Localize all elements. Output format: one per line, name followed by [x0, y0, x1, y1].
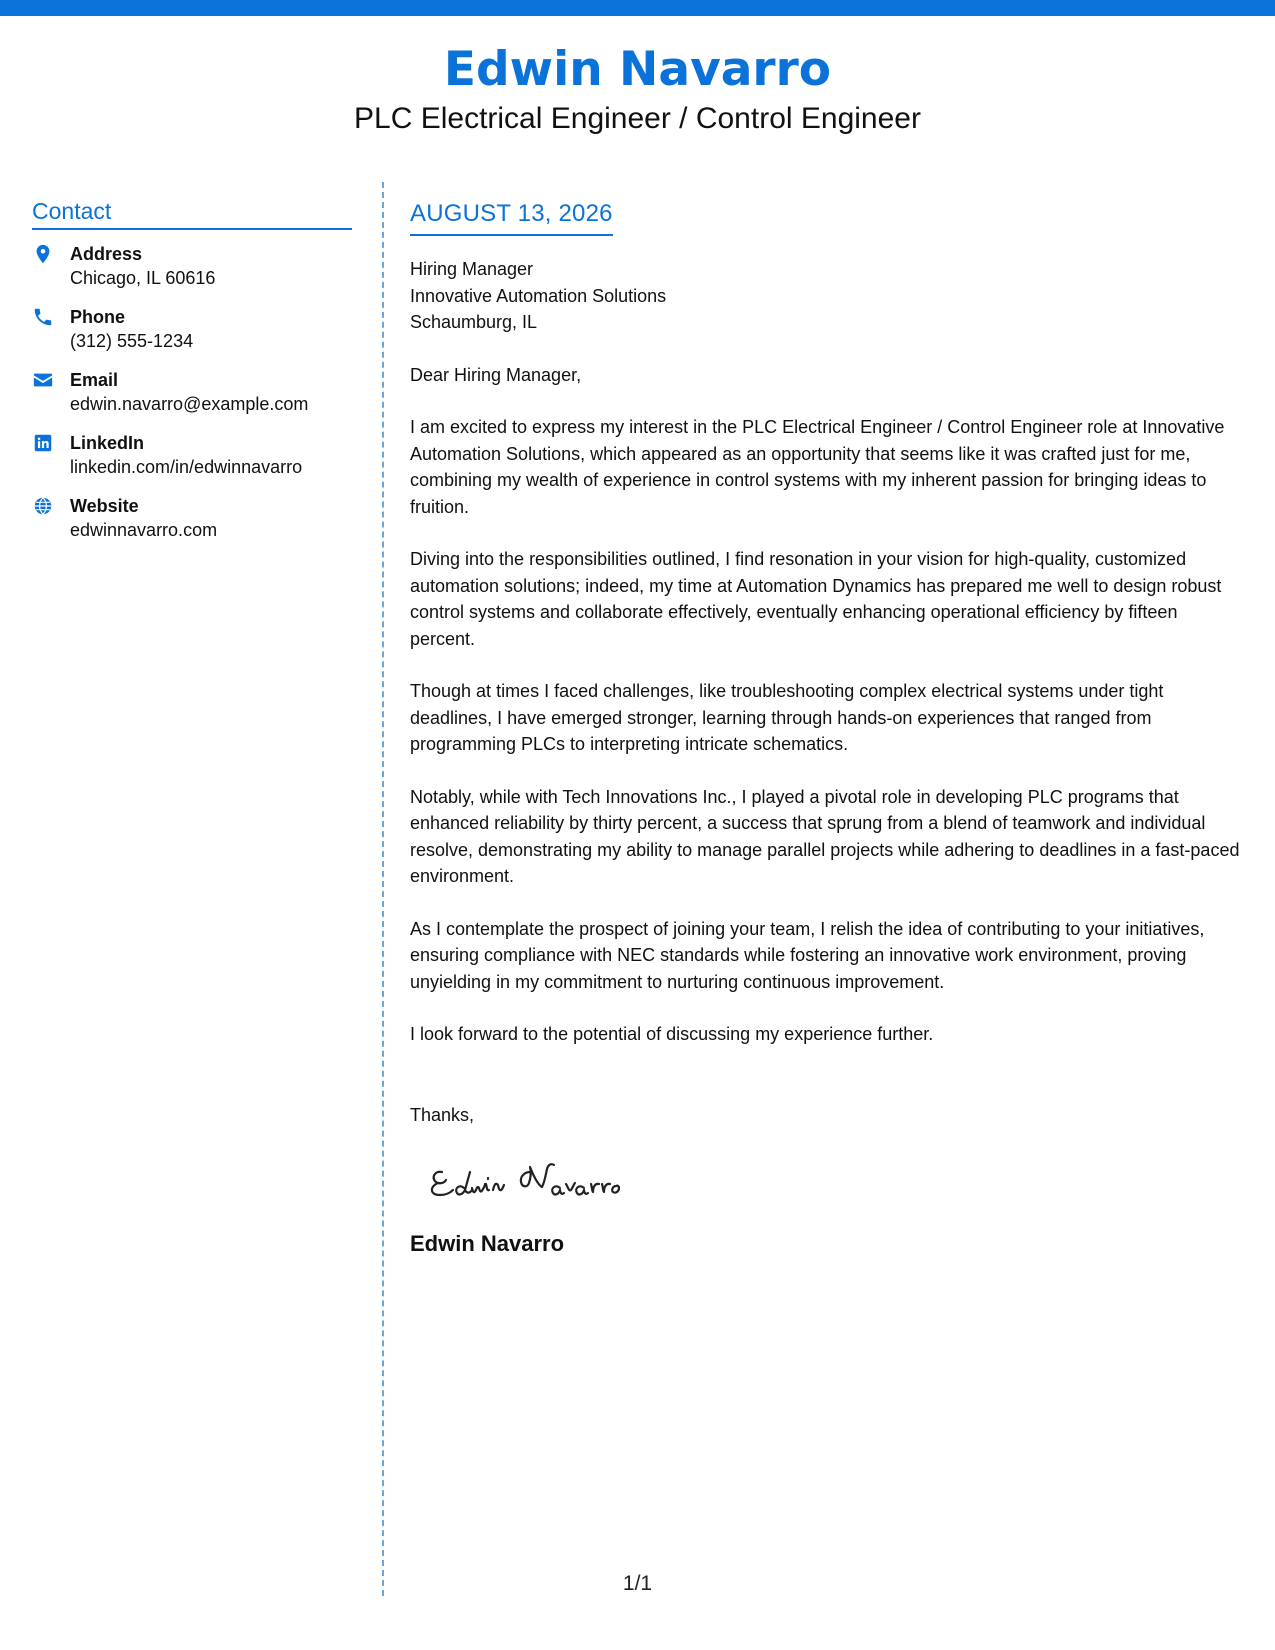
contact-label: Email: [70, 370, 119, 390]
linkedin-icon: [32, 432, 54, 454]
contact-value: (312) 555-1234: [70, 331, 194, 351]
handwritten-signature: [420, 1150, 670, 1210]
map-pin-icon: [32, 243, 54, 265]
contact-label: Phone: [70, 307, 126, 327]
letter-date: AUGUST 13, 2026: [410, 198, 613, 236]
letter-body: [410, 198, 1250, 1258]
envelope-icon: [32, 369, 54, 391]
recipient-line: Innovative Automation Solutions: [410, 285, 667, 306]
contact-item-phone: [32, 305, 352, 368]
applicant-name: Edwin Navarro: [443, 42, 832, 97]
letter-paragraph: Though at times I faced challenges, like troubleshooting complex electrical systems under tight deadlines, I have emerged stronger, learning through hands-on experiences that ranged from programming PLCs to interpreting intricate schematics.: [410, 681, 1164, 754]
contact-heading: Contact: [32, 196, 352, 230]
contact-value: edwin.navarro@example.com: [70, 394, 309, 414]
contact-list: [32, 242, 352, 557]
signer-name: Edwin Navarro: [410, 1231, 565, 1256]
contact-value: edwinnavarro.com: [70, 520, 218, 540]
column-divider: [382, 182, 384, 1596]
letter-paragraph: I look forward to the potential of discussing my experience further.: [410, 1024, 934, 1044]
contact-item-website: [32, 494, 352, 557]
contact-label: Website: [70, 496, 139, 516]
contact-item-email: [32, 368, 352, 431]
contact-label: LinkedIn: [70, 433, 145, 453]
globe-icon: [32, 495, 54, 517]
letter-paragraph: Diving into the responsibilities outlined, I find resonation in your vision for high-quality, customized automation solutions; indeed, my time at Automation Dynamics has prepared me well to design robust control systems and collaborate effectively, eventually enhancing operational efficiency by fifteen percent.: [410, 549, 1222, 649]
closing-line: Thanks,: [410, 1104, 475, 1125]
contact-sidebar: [32, 196, 352, 557]
contact-item-linkedin: [32, 431, 352, 494]
page-number: 1/1: [622, 1572, 653, 1595]
letter-header: [0, 40, 1275, 138]
letter-paragraph: As I contemplate the prospect of joining your team, I relish the idea of contributing to your initiatives, ensuring compliance with NEC standards while fostering an innovative work environment, proving unyielding in my commitment to nurturing continuous improvement.: [410, 918, 1205, 992]
contact-label: Address: [70, 244, 143, 264]
applicant-job-title: PLC Electrical Engineer / Control Engineer: [354, 102, 921, 135]
top-accent-bar: [0, 0, 1275, 16]
salutation: Dear Hiring Manager,: [410, 364, 582, 385]
letter-paragraph: Notably, while with Tech Innovations Inc., I played a pivotal role in developing PLC programs that enhanced reliability by thirty percent, a success that sprung from a blend of teamwork and individual resolve, demonstrating my ability to manage parallel projects while adhering to deadlines in a fast-paced environment.: [410, 786, 1240, 886]
contact-value: Chicago, IL 60616: [70, 268, 216, 288]
contact-item-address: [32, 242, 352, 305]
recipient-block: [410, 256, 1250, 336]
letter-paragraph: I am excited to express my interest in the PLC Electrical Engineer / Control Engineer role at Innovative Automation Solutions, which appeared as an opportunity that seems like it was crafted just for me, combining my wealth of experience in control systems with my inherent passion for bringing ideas to fruition.: [410, 417, 1225, 517]
phone-icon: [32, 306, 54, 328]
contact-value: linkedin.com/in/edwinnavarro: [70, 457, 303, 477]
recipient-line: Schaumburg, IL: [410, 312, 538, 332]
recipient-line: Hiring Manager: [410, 259, 534, 279]
